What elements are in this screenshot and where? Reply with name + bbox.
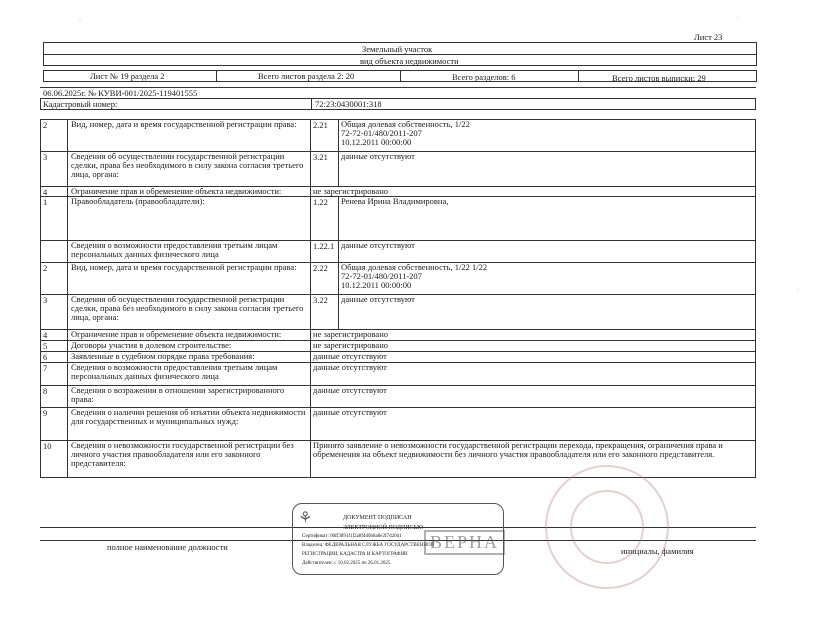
total-sheets-section: Всего листов раздела 2: 20 — [258, 71, 355, 81]
initials-label: инициалы, фамилия — [621, 546, 694, 556]
row-code: 1.22 — [313, 197, 328, 207]
cadastral-number: 72:23:0430001:318 — [315, 99, 382, 109]
row-value: данные отсутствуют — [313, 385, 387, 395]
row-value: не зарегистрировано — [313, 186, 388, 196]
row-label: Сведения об осуществлении государственной регистрации сделки, права без необходимого в силу закона согласия третьего лица, органа: — [71, 151, 304, 179]
signature-line1: ДОКУМЕНТ ПОДПИСАН — [343, 515, 412, 521]
signature-cert: Сертификат: 00ff3891f1f2a8f4d0b8a8e2f7d20d1 — [302, 534, 402, 539]
row-value: Общая долевая собственность, 1/22 72-72-01/480/2011-207 10.12.2011 00:00:00 — [341, 119, 470, 147]
signature-valid: Действителен: с 10.02.2025 по 26.01.2025 — [302, 561, 391, 566]
row-number: 3 — [43, 295, 48, 305]
row-number: 5 — [43, 341, 48, 351]
signature-owner: Владелец: ФЕДЕРАЛЬНАЯ СЛУЖБА ГОСУДАРСТВЕННОЙ — [302, 543, 435, 548]
cadastral-label: Кадастровый номер: — [43, 99, 118, 109]
position-label: полное наименование должности — [107, 542, 228, 552]
row-label: Заявленные в судебном порядке права требования: — [71, 351, 255, 361]
row-label: Сведения о наличии решения об изъятии объекта недвижимости для государственных и муниципальных нужд: — [71, 407, 306, 426]
row-label: Правообладатель (правообладатели): — [71, 196, 205, 206]
row-value: данные отсутствуют — [341, 294, 415, 304]
row-number: 8 — [43, 386, 48, 396]
row-label: Договоры участия в долевом строительстве: — [71, 340, 232, 350]
row-code: 2.22 — [313, 263, 328, 273]
row-number: 10 — [43, 441, 52, 451]
row-value: Принято заявление о невозможности государственной регистрации перехода, прекращения, ограничения права и обременения на объект недвижимости без личного участия правообладателя или его законного представителя. — [313, 440, 723, 459]
sheet-section: Лист № 19 раздела 2 — [90, 71, 165, 81]
scan-noise-top-right — [650, 0, 825, 35]
row-number: 9 — [43, 408, 48, 418]
row-value: Ренева Ирина Владимировна, — [341, 196, 449, 206]
scan-noise-right — [770, 80, 825, 500]
object-title: Земельный участок — [362, 44, 433, 54]
row-label: Ограничение прав и обременение объекта недвижимости: — [71, 329, 282, 339]
row-number: 7 — [43, 363, 48, 373]
row-value: данные отсутствуют — [313, 362, 387, 372]
row-number: 4 — [43, 187, 48, 197]
row-code: 2.21 — [313, 120, 328, 130]
row-label: Вид, номер, дата и время государственной регистрации права: — [71, 119, 297, 129]
row-number: 3 — [43, 152, 48, 162]
row-label: Сведения о возможности предоставления третьим лицам персональных данных физического лица — [71, 362, 278, 381]
row-label: Сведения о невозможности государственной регистрации без личного участия правообладателя или его законного представителя: — [71, 440, 294, 468]
round-seal-inner — [570, 490, 644, 564]
row-label: Ограничение прав и обременение объекта недвижимости: — [71, 186, 282, 196]
row-number: 4 — [43, 330, 48, 340]
row-label: Сведения об осуществлении государственной регистрации сделки, права без необходимого в силу закона согласия третьего лица, органа: — [71, 294, 304, 322]
total-sheets-extract: Всего листов выписки: 29 — [612, 73, 706, 83]
document-reference: 06.06.2025г. № КУВИ-001/2025-119401555 — [43, 88, 198, 98]
signature-owner2: РЕГИСТРАЦИИ, КАДАСТРА И КАРТОГРАФИИ — [302, 552, 408, 557]
row-code: 1.22.1 — [313, 241, 335, 251]
row-number: 6 — [43, 352, 48, 362]
scan-noise-top-left — [0, 0, 160, 40]
total-sections: Всего разделов: 6 — [452, 72, 516, 82]
row-value: не зарегистрировано — [313, 340, 388, 350]
row-label: Вид, номер, дата и время государственной регистрации права: — [71, 262, 297, 272]
emblem-icon: ⚘ — [298, 510, 313, 527]
row-code: 3.21 — [313, 152, 328, 162]
row-value: данные отсутствуют — [341, 151, 415, 161]
cadastral-row — [40, 98, 756, 110]
row-value: данные отсутствуют — [313, 407, 387, 417]
object-subtitle: вид объекта недвижимости — [360, 56, 459, 66]
verified-stamp: ВЕРНА — [424, 530, 505, 555]
row-value: не зарегистрировано — [313, 329, 388, 339]
row-number: 1 — [43, 197, 48, 207]
row-label: Сведения о возможности предоставления третьим лицам персональных данных физического лица — [71, 240, 278, 259]
row-value: данные отсутствуют — [341, 240, 415, 250]
row-number: 2 — [43, 263, 48, 273]
row-code: 3.22 — [313, 295, 328, 305]
sheet-number: Лист 23 — [694, 32, 723, 42]
signature-line2: ЭЛЕКТРОННОЙ ПОДПИСЬЮ — [343, 525, 424, 531]
row-value: Общая долевая собственность, 1/22 1/22 72-72-01/480/2011-207 10.12.2011 00:00:00 — [341, 262, 488, 290]
row-label: Сведения о возражении в отношении зарегистрированного права: — [71, 385, 285, 404]
row-value: данные отсутствуют — [313, 351, 387, 361]
row-number: 2 — [43, 120, 48, 130]
